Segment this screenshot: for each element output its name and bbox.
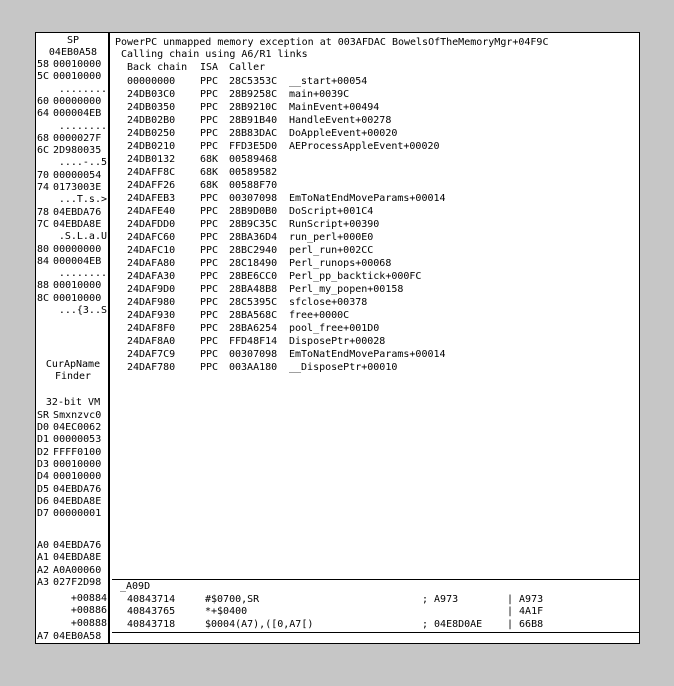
register-value: Smxnzvc0	[53, 410, 102, 421]
stack-value: 00010000	[53, 280, 102, 292]
caller-symbol: AEProcessAppleEvent+00020	[289, 141, 440, 152]
sp-label: SP	[66, 35, 80, 46]
register-name: A0	[37, 540, 50, 551]
caller-addr: 003AA180	[229, 362, 278, 373]
back-chain-addr: 24DAFC60	[127, 232, 176, 243]
stack-ascii: ........	[58, 120, 107, 132]
disasm-operands: $0004(A7),([0,A7[)	[205, 618, 314, 630]
register-row	[37, 508, 109, 520]
stack-row	[37, 182, 109, 194]
stack-value: 0000027F	[53, 132, 102, 144]
register-row	[37, 565, 109, 577]
isa-cell: PPC	[200, 206, 219, 217]
caller-symbol: __start+00054	[289, 76, 368, 87]
macsbug-window	[35, 32, 640, 644]
register-value: 04EBDA8E	[53, 552, 102, 564]
pc-offset: +00886	[70, 605, 107, 617]
caller-symbol: run_perl+000E0	[289, 232, 374, 243]
header-isa: ISA	[200, 62, 219, 73]
register-row	[37, 434, 109, 446]
caller-addr: FFD48F14	[229, 336, 278, 347]
stack-row	[37, 96, 109, 108]
stack-value: 00000000	[53, 243, 102, 255]
register-name: D7	[37, 508, 50, 520]
isa-cell: PPC	[200, 141, 219, 152]
stack-row	[37, 244, 109, 256]
stack-offset: 7C	[37, 218, 50, 230]
vm-mode: 32-bit VM	[45, 397, 101, 408]
back-chain-addr: 00000000	[127, 76, 176, 87]
stack-offset: 6C	[37, 145, 50, 157]
caller-symbol: DisposePtr+00028	[289, 336, 386, 347]
caller-symbol: EmToNatEndMoveParams+00014	[289, 349, 446, 360]
caller-addr: FFD3E5D0	[229, 141, 278, 152]
register-name: D3	[37, 458, 50, 470]
stack-row	[37, 256, 109, 268]
stack-row	[37, 145, 109, 157]
stack-offset: 70	[37, 169, 50, 181]
stack-value: 00000000	[53, 95, 102, 107]
back-chain-addr: 24DAFF26	[127, 180, 176, 191]
register-value: 04EB0A58	[53, 631, 102, 642]
disasm-comment: ; 04E8D0AE	[422, 618, 483, 630]
stack-row	[37, 207, 109, 219]
caller-addr: 28C18490	[229, 258, 278, 269]
back-chain-addr: 24DAFDD0	[127, 219, 176, 230]
caller-symbol: main+0039C	[289, 89, 350, 100]
caller-addr: 28C5353C	[229, 76, 278, 87]
calling-chain-title: Calling chain using A6/R1 links	[121, 49, 308, 60]
caller-addr: 28BE6CC0	[229, 271, 278, 282]
caller-addr: 28C5395C	[229, 297, 278, 308]
back-chain-addr: 24DB02B0	[127, 115, 176, 126]
register-value: 04EBDA76	[53, 540, 102, 551]
stack-offset: 78	[37, 206, 50, 218]
isa-cell: PPC	[200, 349, 219, 360]
back-chain-addr: 24DAF8A0	[127, 336, 176, 347]
caller-addr: 28BA568C	[229, 310, 278, 321]
isa-cell: PPC	[200, 323, 219, 334]
caller-addr: 00589582	[229, 167, 278, 178]
stack-offset: 58	[37, 59, 50, 70]
stack-value: 04EBDA8E	[53, 218, 102, 230]
pc-offset: +00888	[70, 617, 107, 629]
register-row	[37, 631, 109, 643]
back-chain-addr: 24DAFA30	[127, 271, 176, 282]
caller-addr: 28B9258C	[229, 89, 278, 100]
isa-cell: PPC	[200, 297, 219, 308]
register-name: SR	[37, 410, 50, 421]
stack-row	[37, 108, 109, 120]
register-name: D0	[37, 422, 50, 433]
calling-chain-area	[112, 33, 639, 578]
back-chain-addr: 24DAF780	[127, 362, 176, 373]
isa-cell: PPC	[200, 102, 219, 113]
back-chain-addr: 24DB0350	[127, 102, 176, 113]
disasm-operands: *+$0400	[205, 606, 248, 618]
header-caller: Caller	[229, 62, 266, 73]
stack-offset: 88	[37, 280, 50, 292]
stack-ascii: ...T.s.>	[58, 194, 107, 206]
register-value: 04EBDA76	[53, 483, 102, 495]
main-panel	[112, 33, 639, 643]
isa-cell: 68K	[200, 154, 219, 165]
stack-value: 0173003E	[53, 182, 102, 193]
sp-value: 04EB0A58	[48, 47, 98, 58]
caller-symbol: sfclose+00378	[289, 297, 368, 308]
disasm-address: 40843765	[127, 606, 176, 618]
caller-addr: 28B9C35C	[229, 219, 278, 230]
register-value: 00000001	[53, 508, 102, 520]
isa-cell: PPC	[200, 310, 219, 321]
caller-symbol: HandleEvent+00278	[289, 115, 392, 126]
command-line-separator	[112, 632, 639, 633]
caller-symbol: free+0000C	[289, 310, 350, 321]
exception-message: PowerPC unmapped memory exception at 003AFDAC BowelsOfTheMemoryMgr+04F9C	[115, 37, 549, 48]
isa-cell: 68K	[200, 180, 219, 191]
isa-cell: PPC	[200, 284, 219, 295]
isa-cell: PPC	[200, 193, 219, 204]
stack-value: 00010000	[53, 292, 102, 304]
stack-value: 2D980035	[53, 145, 102, 157]
caller-symbol: DoScript+001C4	[289, 206, 374, 217]
isa-cell: PPC	[200, 271, 219, 282]
caller-symbol: Perl_pp_backtick+000FC	[289, 271, 422, 282]
isa-cell: PPC	[200, 362, 219, 373]
disasm-hex: | A973	[507, 594, 544, 605]
isa-cell: PPC	[200, 89, 219, 100]
register-row	[37, 422, 109, 434]
back-chain-addr: 24DAFF8C	[127, 167, 176, 178]
register-value: 04EC0062	[53, 422, 102, 433]
register-name: A3	[37, 576, 50, 588]
register-value: FFFF0100	[53, 446, 102, 458]
stack-row	[37, 293, 109, 305]
stack-ascii: .S.L.a.U	[58, 231, 107, 243]
caller-symbol: __DisposePtr+00010	[289, 362, 398, 373]
register-value: 00010000	[53, 458, 102, 470]
back-chain-addr: 24DAFEB3	[127, 193, 176, 204]
pc-offset: +00884	[70, 593, 107, 604]
stack-value: 04EBDA76	[53, 206, 102, 218]
disasm-hex: | 4A1F	[507, 606, 544, 618]
back-chain-addr: 24DAFA80	[127, 258, 176, 269]
back-chain-addr: 24DAF8F0	[127, 323, 176, 334]
caller-symbol: perl_run+002CC	[289, 245, 374, 256]
back-chain-addr: 24DAFC10	[127, 245, 176, 256]
caller-symbol: Perl_runops+00068	[289, 258, 392, 269]
curapname-label: CurApName	[45, 359, 101, 370]
register-row	[37, 577, 109, 589]
caller-addr: 28BA48B8	[229, 284, 278, 295]
stack-row	[37, 71, 109, 83]
isa-cell: 68K	[200, 167, 219, 178]
stack-value: 00010000	[53, 59, 102, 70]
isa-cell: PPC	[200, 336, 219, 347]
back-chain-addr: 24DAFE40	[127, 206, 176, 217]
caller-addr: 28BC2940	[229, 245, 278, 256]
register-row	[37, 496, 109, 508]
register-value: 00000053	[53, 434, 102, 446]
disassembly-area	[112, 579, 639, 634]
stack-value: 00010000	[53, 71, 102, 83]
register-row	[37, 459, 109, 471]
stack-offset: 68	[37, 132, 50, 144]
back-chain-addr: 24DB0250	[127, 128, 176, 139]
caller-symbol: DoAppleEvent+00020	[289, 128, 398, 139]
curapname-value: Finder	[54, 371, 92, 382]
register-row	[37, 484, 109, 496]
caller-symbol: EmToNatEndMoveParams+00014	[289, 193, 446, 204]
caller-addr: 28BA36D4	[229, 232, 278, 243]
caller-addr: 28B9210C	[229, 102, 278, 113]
stack-ascii: ....-..5	[58, 157, 107, 169]
stack-row	[37, 59, 109, 71]
back-chain-addr: 24DB03C0	[127, 89, 176, 100]
header-back-chain: Back chain	[127, 62, 188, 73]
disasm-symbol: _A09D	[120, 581, 151, 592]
register-name: D6	[37, 495, 50, 507]
stack-offset: 74	[37, 182, 50, 193]
stack-ascii: ........	[58, 83, 107, 95]
disasm-comment: ; A973	[422, 594, 459, 605]
caller-addr: 00307098	[229, 349, 278, 360]
stack-ascii: ...{3..S	[58, 305, 107, 316]
stack-offset: 8C	[37, 292, 50, 304]
caller-symbol: RunScript+00390	[289, 219, 380, 230]
register-panel	[36, 33, 110, 643]
caller-symbol: MainEvent+00494	[289, 102, 380, 113]
register-value: 04EBDA8E	[53, 495, 102, 507]
register-row	[37, 447, 109, 459]
back-chain-addr: 24DAF980	[127, 297, 176, 308]
register-row	[37, 410, 109, 422]
register-value: A0A00060	[53, 564, 102, 576]
register-value: 027F2D98	[53, 576, 102, 588]
back-chain-addr: 24DAF930	[127, 310, 176, 321]
stack-row	[37, 133, 109, 145]
back-chain-addr: 24DB0210	[127, 141, 176, 152]
stack-ascii: ........	[58, 268, 107, 280]
register-name: A1	[37, 552, 50, 564]
back-chain-addr: 24DAF9D0	[127, 284, 176, 295]
caller-addr: 28B83DAC	[229, 128, 278, 139]
register-row	[37, 471, 109, 483]
stack-offset: 5C	[37, 71, 50, 83]
isa-cell: PPC	[200, 76, 219, 87]
isa-cell: PPC	[200, 232, 219, 243]
register-name: A7	[37, 631, 50, 642]
register-value: 00010000	[53, 471, 102, 483]
register-row	[37, 540, 109, 552]
disasm-hex: | 66B8	[507, 618, 544, 630]
stack-offset: 80	[37, 243, 50, 255]
register-name: D1	[37, 434, 50, 446]
isa-cell: PPC	[200, 115, 219, 126]
caller-addr: 28BA6254	[229, 323, 278, 334]
disasm-address: 40843718	[127, 618, 176, 630]
stack-row	[37, 219, 109, 231]
register-name: D5	[37, 483, 50, 495]
stack-value: 000004EB	[53, 255, 102, 267]
caller-addr: 00307098	[229, 193, 278, 204]
disasm-operands: #$0700,SR	[205, 594, 260, 605]
isa-cell: PPC	[200, 219, 219, 230]
caller-addr: 28B91B40	[229, 115, 278, 126]
caller-addr: 00588F70	[229, 180, 278, 191]
register-name: A2	[37, 564, 50, 576]
isa-cell: PPC	[200, 128, 219, 139]
caller-addr: 00589468	[229, 154, 278, 165]
stack-offset: 60	[37, 95, 50, 107]
caller-addr: 28B9D0B0	[229, 206, 278, 217]
stack-offset: 84	[37, 255, 50, 267]
stack-offset: 64	[37, 108, 50, 120]
back-chain-addr: 24DAF7C9	[127, 349, 176, 360]
stack-row	[37, 280, 109, 292]
stack-value: 000004EB	[53, 108, 102, 120]
isa-cell: PPC	[200, 245, 219, 256]
caller-symbol: pool_free+001D0	[289, 323, 380, 334]
register-name: D2	[37, 446, 50, 458]
isa-cell: PPC	[200, 258, 219, 269]
stack-value: 00000054	[53, 169, 102, 181]
disasm-address: 40843714	[127, 594, 176, 605]
caller-symbol: Perl_my_popen+00158	[289, 284, 404, 295]
register-name: D4	[37, 471, 50, 483]
register-row	[37, 552, 109, 564]
stack-row	[37, 170, 109, 182]
back-chain-addr: 24DB0132	[127, 154, 176, 165]
